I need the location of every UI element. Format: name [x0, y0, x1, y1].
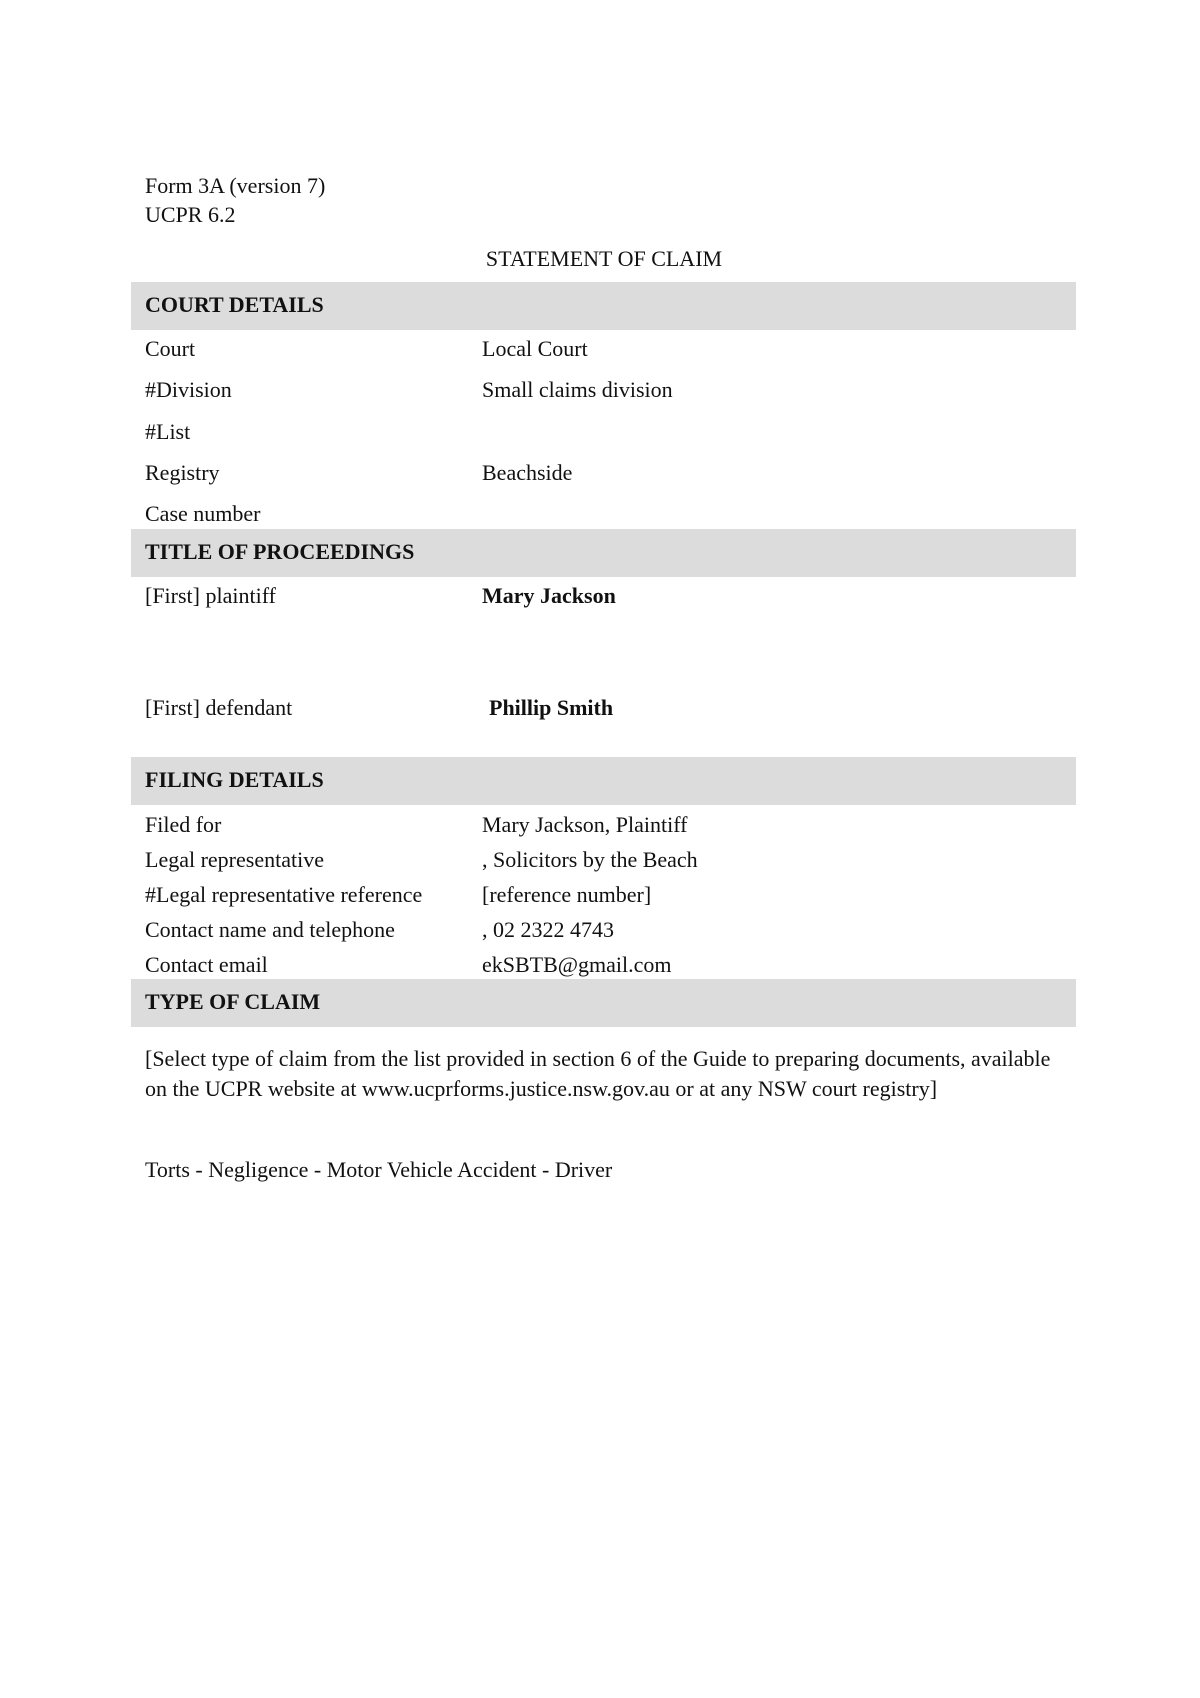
type-of-claim-heading: TYPE OF CLAIM	[145, 989, 321, 1014]
contact-email-value: ekSBTB@gmail.com	[482, 952, 672, 977]
claim-type: Torts - Negligence - Motor Vehicle Accident - Driver	[145, 1157, 613, 1182]
division-label: #Division	[145, 377, 232, 402]
defendant-name: Phillip Smith	[489, 695, 614, 720]
legal-representative-value: , Solicitors by the Beach	[482, 847, 698, 872]
registry-label: Registry	[145, 460, 220, 485]
filing-details-heading: FILING DETAILS	[145, 767, 324, 792]
contact-name-telephone-label: Contact name and telephone	[145, 917, 395, 942]
list-label: #List	[145, 419, 191, 444]
contact-name-telephone-value: , 02 2322 4743	[482, 917, 614, 942]
contact-email-label: Contact email	[145, 952, 268, 977]
filed-for-label: Filed for	[145, 812, 222, 837]
legal-representative-reference-value: [reference number]	[482, 882, 652, 907]
court-details-heading: COURT DETAILS	[145, 292, 324, 317]
legal-representative-label: Legal representative	[145, 847, 324, 872]
case-number-label: Case number	[145, 501, 261, 526]
rule-reference: UCPR 6.2	[145, 202, 236, 227]
defendant-label: [First] defendant	[145, 695, 293, 720]
filed-for-value: Mary Jackson, Plaintiff	[482, 812, 688, 837]
form-name: Form 3A (version 7)	[145, 173, 326, 198]
registry-value: Beachside	[482, 460, 573, 485]
legal-representative-reference-label: #Legal representative reference	[145, 882, 423, 907]
court-value: Local Court	[482, 336, 588, 361]
plaintiff-name: Mary Jackson	[482, 583, 616, 608]
division-value: Small claims division	[482, 377, 673, 402]
plaintiff-label: [First] plaintiff	[145, 583, 276, 608]
type-of-claim-instruction: [Select type of claim from the list provided in section 6 of the Guide to preparing documents, available on the UCPR website at www.ucprforms.justice.nsw.gov.au or at any NSW court registry]	[145, 1046, 1051, 1101]
document-title: STATEMENT OF CLAIM	[485, 246, 723, 271]
court-label: Court	[145, 336, 196, 361]
title-of-proceedings-heading: TITLE OF PROCEEDINGS	[145, 539, 415, 564]
